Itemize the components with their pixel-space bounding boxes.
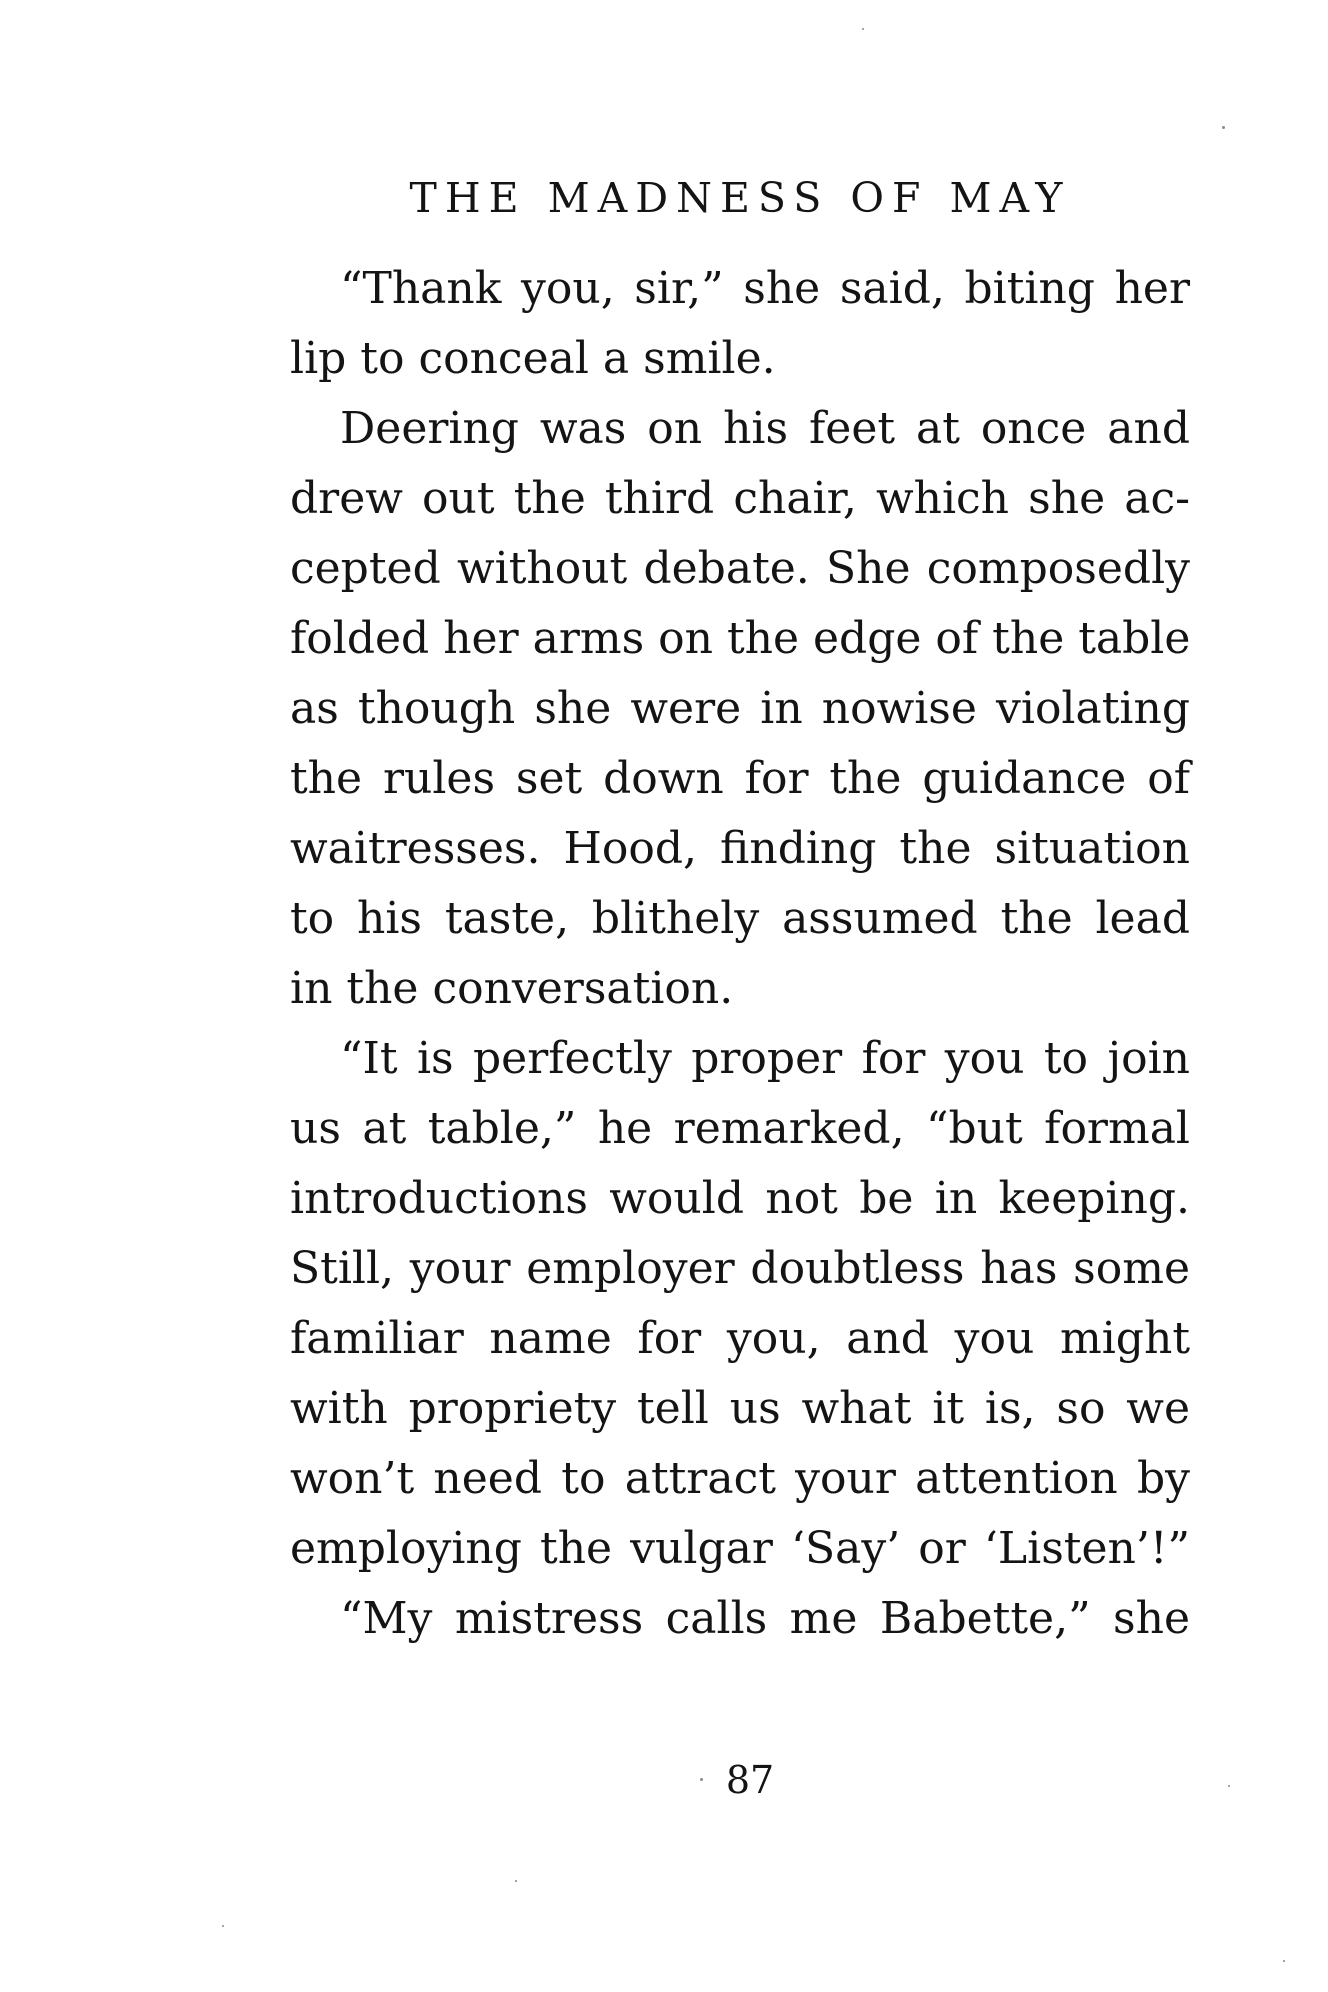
text-line: in the conversation. [290,963,734,1014]
scan-speck [700,1778,703,1781]
text-line: us at table,” he remarked, “but formal [290,1103,1190,1154]
text-line: familiar name for you, and you might [290,1313,1190,1364]
page-number: 87 [725,1758,775,1802]
text-line: waitresses. Hood, finding the situation [290,823,1190,874]
text-line: to his taste, blithely assumed the lead [290,893,1190,944]
running-head: THE MADNESS OF MAY [409,174,1071,222]
scan-speck [1283,1960,1285,1962]
text-line: as though she were in nowise violating [290,683,1190,734]
text-line: won’t need to attract your attention by [290,1453,1190,1504]
text-line: lip to conceal a smile. [290,333,776,384]
scan-speck [222,1925,224,1927]
text-line: introductions would not be in keeping. [290,1173,1190,1224]
text-line: Still, your employer doubtless has some [290,1243,1190,1294]
text-line: “Thank you, sir,” she said, biting her [340,263,1190,314]
text-line: “My mistress calls me Babette,” she [340,1593,1190,1644]
text-line: drew out the third chair, which she ac- [290,473,1190,524]
text-line: with propriety tell us what it is, so we [290,1383,1190,1434]
scan-speck [1222,126,1225,129]
scan-speck [1228,1785,1230,1787]
text-line: cepted without debate. She composedly [290,543,1190,594]
scan-speck [862,28,864,30]
text-line: “It is perfectly proper for you to join [340,1033,1190,1084]
text-line: Deering was on his feet at once and [340,403,1190,454]
text-line: the rules set down for the guidance of [290,753,1190,804]
text-line: folded her arms on the edge of the table [290,613,1191,664]
scan-speck [515,1880,517,1882]
text-line: employing the vulgar ‘Say’ or ‘Listen’!” [290,1523,1190,1574]
